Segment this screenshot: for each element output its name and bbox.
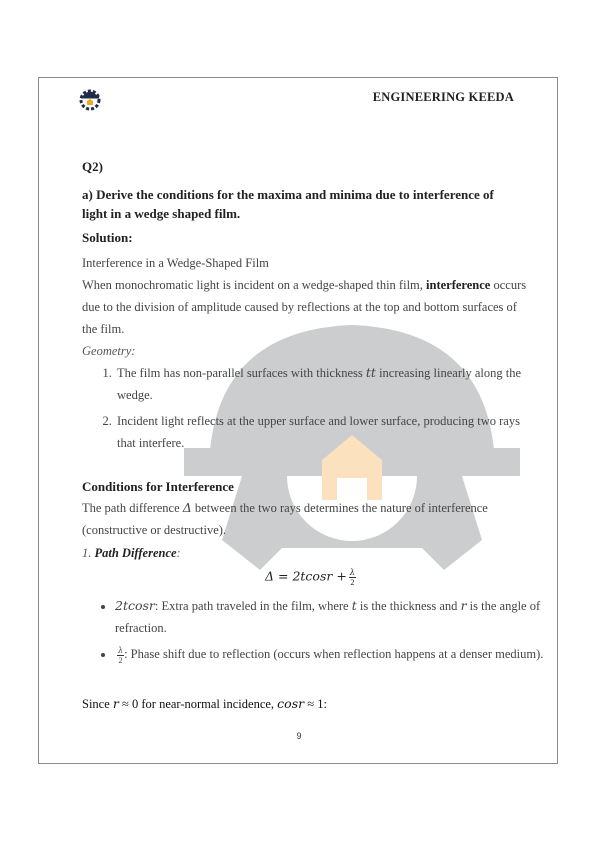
path-difference-equation: Δ = 2tcosr + $\frac{\lambda}{2}$ [265, 568, 355, 587]
geometry-list [82, 362, 535, 454]
question-part-a: a) Derive the conditions for the maxima and minima due to interference of light in a wedge shaped film. [82, 187, 494, 221]
terms-list [82, 595, 545, 669]
solution-label: Solution: [82, 230, 133, 245]
page-number: 9 [296, 731, 302, 741]
section-title: Interference in a Wedge-Shaped Film [82, 256, 269, 270]
path-difference-label: 1. Path Difference: [82, 546, 181, 560]
list-item: 2. Incident light reflects at the upper surface and lower surface, producing two rays that interfere. [115, 410, 535, 454]
conditions-paragraph: The path difference Δ between the two rays determines the nature of interference (constructive or destructive). [82, 500, 488, 537]
brand-name: ENGINEERING KEEDA [372, 90, 514, 104]
list-item: • $\frac{\lambda}{2}$ : Phase shift due to reflection (occurs when reflection happens at a denser medium). [115, 643, 545, 665]
conditions-heading: Conditions for Interference [82, 479, 234, 494]
since-line: Since r ≈ 0 for near-normal incidence, cosr ≈ 1: [82, 696, 327, 711]
geometry-label: Geometry: [82, 344, 136, 358]
question-number: Q2) [82, 159, 103, 174]
intro-paragraph: When monochromatic light is incident on a wedge-shaped thin film, interference occurs due to the division of amplitude caused by reflections at the top and bottom surfaces of the film. [82, 278, 527, 336]
list-item: 1. The film has non-parallel surfaces with thickness tt increasing linearly along the wedge. [115, 362, 535, 406]
list-item: • 2tcosr: Extra path traveled in the film, where t is the thickness and r is the angle of refraction. [115, 595, 545, 639]
helmet-gear-logo [76, 84, 104, 112]
